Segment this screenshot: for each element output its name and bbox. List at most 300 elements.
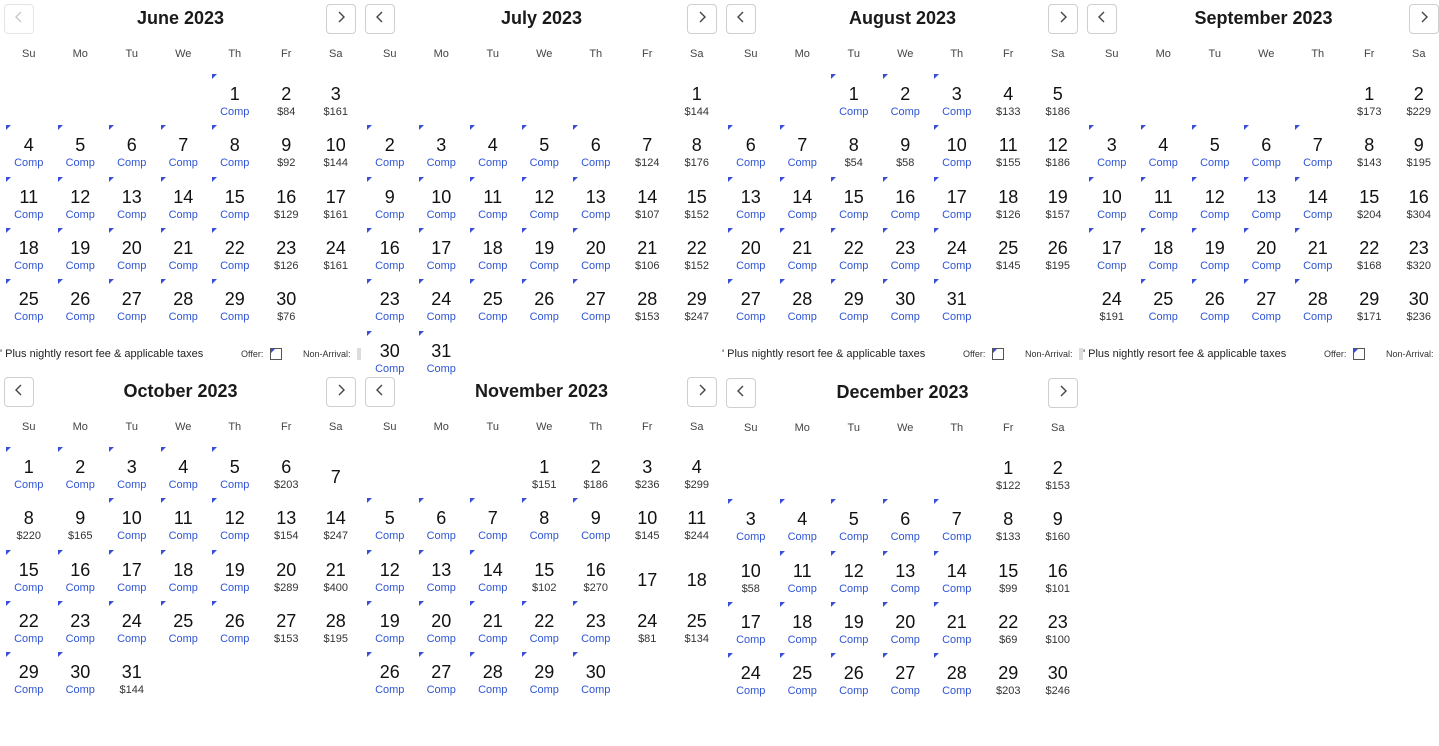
calendar-day[interactable] [671,496,723,547]
calendar-day[interactable] [983,600,1035,651]
day-number: 24 [325,237,346,258]
day-number: 26 [843,663,864,684]
day-number: 22 [998,611,1019,632]
day-price: $186 [1045,106,1070,118]
calendar-day[interactable] [828,600,880,651]
calendar-day[interactable] [1138,123,1190,174]
calendar-day[interactable] [570,445,622,496]
calendar-day[interactable] [1344,72,1396,123]
calendar-day[interactable] [1189,226,1241,277]
calendar-day[interactable] [931,600,983,651]
offer-marker-icon [470,177,475,182]
calendar-day[interactable] [671,175,723,226]
calendar-day[interactable] [671,72,723,123]
calendar-day[interactable] [55,548,107,599]
calendar-day[interactable] [261,445,313,496]
calendar-day[interactable] [261,72,313,123]
calendar-day[interactable] [106,599,158,650]
calendar-day[interactable] [467,226,519,277]
calendar-day[interactable] [1393,226,1439,277]
calendar-day[interactable] [519,650,571,701]
next-month-button[interactable] [687,4,717,34]
calendar-day[interactable] [828,123,880,174]
calendar-day[interactable] [158,226,210,277]
calendar-day[interactable] [55,496,107,547]
day-price: $320 [1406,259,1431,272]
day-number: 18 [1153,237,1174,258]
calendar-day[interactable] [1138,175,1190,226]
calendar-day[interactable] [3,548,55,599]
calendar-day[interactable] [725,497,777,548]
day-number: 29 [686,289,707,310]
calendar-day[interactable] [880,72,932,123]
calendar-day[interactable] [725,175,777,226]
calendar-day[interactable] [467,548,519,599]
calendar-day[interactable] [931,123,983,174]
day-price: Comp [117,157,147,170]
calendar-day[interactable] [1292,277,1344,328]
calendar-day[interactable] [106,226,158,277]
calendar-day[interactable] [519,599,571,650]
calendar-day[interactable] [777,549,829,600]
calendar-day[interactable] [777,123,829,174]
calendar-day[interactable] [209,72,261,123]
calendar-day[interactable] [1292,226,1344,277]
day-number: 17 [946,186,967,207]
calendar-day[interactable] [261,496,313,547]
calendar-day[interactable] [1032,175,1084,226]
calendar-day[interactable] [828,651,880,702]
day-price: Comp [1303,157,1333,170]
calendar-day[interactable] [1032,226,1084,277]
calendar-day[interactable] [416,277,468,328]
next-month-button[interactable] [687,377,717,407]
calendar-day[interactable] [880,600,932,651]
calendar-day[interactable] [828,226,880,277]
calendar-day[interactable] [983,446,1035,497]
offer-marker-icon [109,498,114,503]
day-number: 9 [900,135,911,156]
offer-marker-icon [934,551,939,556]
calendar-day[interactable] [983,549,1035,600]
day-price: $191 [1099,311,1124,324]
calendar-day[interactable] [158,548,210,599]
next-month-button[interactable] [1409,4,1439,34]
calendar-day[interactable] [55,650,107,701]
calendar-day[interactable] [725,226,777,277]
day-number: 13 [585,186,606,207]
calendar-day[interactable] [622,496,674,547]
weekday-label: Tu [847,422,860,434]
next-month-button[interactable] [326,377,356,407]
calendar-day[interactable] [1032,651,1084,702]
calendar-day[interactable] [777,651,829,702]
offer-marker-icon [470,652,475,657]
day-number: 12 [70,186,91,207]
day-price: Comp [839,685,869,698]
offer-marker-icon [109,125,114,130]
day-number: 15 [686,186,707,207]
offer-marker-icon [367,652,372,657]
calendar-day[interactable] [55,123,107,174]
calendar-day[interactable] [931,277,983,328]
day-number: 4 [1003,84,1014,104]
day-number: 29 [224,289,245,310]
day-price: $165 [68,530,93,543]
offer-marker-icon [58,601,63,606]
calendar-day[interactable] [1032,497,1084,548]
calendar-day[interactable] [1292,175,1344,226]
calendar-day[interactable] [570,496,622,547]
calendar-day[interactable] [1344,175,1396,226]
calendar-day[interactable] [261,226,313,277]
calendar-day[interactable] [570,123,622,174]
calendar-day[interactable] [519,277,571,328]
calendar-day[interactable] [209,277,261,328]
weekday-header [0,48,361,62]
calendar-day[interactable] [364,175,416,226]
calendar-day[interactable] [158,277,210,328]
calendar-day[interactable] [725,600,777,651]
day-number: 13 [895,560,916,581]
calendar-day[interactable] [725,277,777,328]
offer-marker-icon [58,177,63,182]
calendar-day[interactable] [1032,72,1084,123]
calendar-day[interactable] [671,445,723,496]
calendar-day[interactable] [55,175,107,226]
calendar-day[interactable] [671,599,723,650]
calendar-day[interactable] [1086,123,1138,174]
calendar-day[interactable] [364,599,416,650]
calendar-day[interactable] [1292,123,1344,174]
calendar-day[interactable] [671,277,723,328]
calendar-day[interactable] [519,548,571,599]
calendar-day[interactable] [828,277,880,328]
calendar-day[interactable] [519,226,571,277]
calendar-day[interactable] [828,175,880,226]
calendar-day[interactable] [622,548,674,599]
calendar-day[interactable] [1393,175,1439,226]
calendar-day[interactable] [622,123,674,174]
calendar-day[interactable] [310,123,362,174]
calendar-day[interactable] [55,277,107,328]
day-price: Comp [1097,259,1127,272]
day-number: 20 [1256,237,1277,258]
calendar-day[interactable] [570,548,622,599]
calendar-day[interactable] [467,496,519,547]
calendar-day[interactable] [261,548,313,599]
day-number: 19 [224,559,245,580]
day-number: 19 [843,611,864,632]
calendar-day[interactable] [55,599,107,650]
calendar-day[interactable] [467,650,519,701]
calendar-day[interactable] [364,650,416,701]
calendar-day[interactable] [209,548,261,599]
calendar-day[interactable] [364,329,416,380]
calendar-day[interactable] [1032,549,1084,600]
offer-marker-icon [522,601,527,606]
calendar-day[interactable] [880,549,932,600]
calendar-day[interactable] [777,175,829,226]
calendar-day[interactable] [570,599,622,650]
calendar-day[interactable] [1241,226,1293,277]
next-month-button[interactable] [1048,378,1078,408]
calendar-day[interactable] [880,277,932,328]
day-price: $144 [684,106,709,118]
calendar-day[interactable] [777,600,829,651]
calendar-day[interactable] [1241,123,1293,174]
calendar-day[interactable] [310,226,362,277]
calendar-day[interactable] [931,651,983,702]
calendar-day[interactable] [1393,72,1439,123]
calendar-day[interactable] [310,72,362,123]
day-number: 27 [431,662,452,683]
offer-marker-icon [419,279,424,284]
calendar-day[interactable] [3,123,55,174]
calendar-day[interactable] [931,72,983,123]
day-price: Comp [787,531,817,544]
day-price: $129 [274,208,299,221]
calendar-day[interactable] [3,175,55,226]
day-number: 21 [637,237,658,258]
calendar-day[interactable] [519,445,571,496]
day-number: 9 [590,508,601,529]
calendar-day[interactable] [209,226,261,277]
calendar-day[interactable] [519,496,571,547]
calendar-day[interactable] [1032,446,1084,497]
calendar-day[interactable] [467,277,519,328]
calendar-day[interactable] [1241,277,1293,328]
calendar-day[interactable] [519,123,571,174]
calendar-day[interactable] [106,650,158,701]
calendar-day[interactable] [1393,123,1439,174]
offer-marker-icon [6,279,11,284]
offer-marker-icon [161,498,166,503]
calendar-day[interactable] [416,175,468,226]
day-number: 14 [482,559,503,580]
day-number: 3 [745,509,756,530]
calendar-day[interactable] [777,497,829,548]
calendar-day[interactable] [1086,175,1138,226]
calendar-day[interactable] [1393,277,1439,328]
calendar-day[interactable] [364,226,416,277]
day-number: 6 [281,457,292,477]
resort-fee-note: ' Plus nightly resort fee & applicable taxes [722,348,926,360]
calendar-day[interactable] [828,72,880,123]
calendar-day[interactable] [364,123,416,174]
calendar-day[interactable] [416,599,468,650]
calendar-day[interactable] [55,226,107,277]
calendar-day[interactable] [3,226,55,277]
calendar-day[interactable] [931,175,983,226]
calendar-day[interactable] [106,548,158,599]
calendar-day[interactable] [880,497,932,548]
offer-marker-icon [6,550,11,555]
calendar-day[interactable] [261,123,313,174]
calendar-day[interactable] [261,175,313,226]
calendar-day[interactable] [671,548,723,599]
calendar-day[interactable] [209,445,261,496]
day-price: Comp [426,530,456,543]
day-price: Comp [65,259,95,272]
calendar-day[interactable] [1344,277,1396,328]
calendar-day[interactable] [106,496,158,547]
calendar-day[interactable] [209,496,261,547]
calendar-day[interactable] [983,175,1035,226]
calendar-day[interactable] [416,650,468,701]
calendar-day[interactable] [622,445,674,496]
calendar-day[interactable] [570,650,622,701]
calendar-day[interactable] [570,175,622,226]
next-month-button[interactable] [326,4,356,34]
day-number: 21 [1307,237,1328,258]
month-calendar [722,374,1083,746]
calendar-day[interactable] [671,226,723,277]
calendar-day[interactable] [983,497,1035,548]
next-month-button[interactable] [1048,4,1078,34]
calendar-day[interactable] [828,497,880,548]
day-number: 17 [431,237,452,258]
calendar-day[interactable] [880,175,932,226]
offer-marker-icon [573,228,578,233]
calendar-day[interactable] [1032,123,1084,174]
calendar-day[interactable] [622,175,674,226]
calendar-day[interactable] [416,548,468,599]
calendar-day[interactable] [310,445,362,496]
calendar-day[interactable] [158,175,210,226]
calendar-day[interactable] [622,599,674,650]
calendar-day[interactable] [209,175,261,226]
offer-marker-icon [831,602,836,607]
calendar-day[interactable] [261,277,313,328]
calendar-day[interactable] [416,329,468,380]
day-number: 13 [1256,186,1277,207]
day-price: $126 [996,208,1021,221]
calendar-day[interactable] [1086,277,1138,328]
calendar-day[interactable] [880,226,932,277]
calendar-day[interactable] [671,123,723,174]
calendar-day[interactable] [777,277,829,328]
calendar-day[interactable] [106,445,158,496]
calendar-day[interactable] [570,226,622,277]
calendar-day[interactable] [725,651,777,702]
calendar-day[interactable] [3,496,55,547]
calendar-day[interactable] [158,123,210,174]
calendar-day[interactable] [1032,600,1084,651]
day-number: 25 [1153,289,1174,310]
calendar-day[interactable] [416,496,468,547]
calendar-day[interactable] [467,599,519,650]
day-price: Comp [478,530,508,543]
day-number: 10 [946,135,967,156]
weekday-label: Mo [794,48,810,60]
calendar-day[interactable] [725,123,777,174]
calendar-day[interactable] [364,548,416,599]
calendar-day[interactable] [106,123,158,174]
chevron-right-icon [335,383,347,401]
calendar-day[interactable] [158,496,210,547]
calendar-day[interactable] [310,548,362,599]
calendar-day[interactable] [931,226,983,277]
calendar-day[interactable] [158,445,210,496]
day-price: Comp [1200,311,1230,324]
calendar-day[interactable] [55,445,107,496]
offer-marker-icon [161,279,166,284]
calendar-day[interactable] [570,277,622,328]
calendar-day[interactable] [1189,123,1241,174]
calendar-day[interactable] [931,497,983,548]
calendar-day[interactable] [725,549,777,600]
calendar-day[interactable] [519,175,571,226]
day-number: 20 [121,237,142,258]
offer-marker-icon [161,125,166,130]
calendar-day[interactable] [209,123,261,174]
calendar-day[interactable] [880,123,932,174]
calendar-day[interactable] [310,599,362,650]
calendar-day[interactable] [1086,226,1138,277]
day-number: 10 [637,508,658,529]
day-number: 10 [740,560,761,581]
calendar-day[interactable] [416,123,468,174]
calendar-day[interactable] [983,123,1035,174]
calendar-day[interactable] [1344,226,1396,277]
calendar-day[interactable] [777,226,829,277]
calendar-day[interactable] [1241,175,1293,226]
calendar-day[interactable] [828,549,880,600]
day-number: 15 [534,559,555,580]
calendar-day[interactable] [1344,123,1396,174]
calendar-day[interactable] [467,123,519,174]
calendar-day[interactable] [364,277,416,328]
calendar-day[interactable] [416,226,468,277]
calendar-day[interactable] [3,277,55,328]
calendar-day[interactable] [1189,277,1241,328]
calendar-day[interactable] [622,277,674,328]
calendar-day[interactable] [1189,175,1241,226]
offer-marker-icon [728,279,733,284]
offer-marker-icon [1192,279,1197,284]
offer-marker-icon [212,125,217,130]
calendar-day[interactable] [3,599,55,650]
offer-marker-icon [780,177,785,182]
calendar-day[interactable] [931,549,983,600]
offer-marker-icon [161,228,166,233]
calendar-day[interactable] [1138,277,1190,328]
calendar-day[interactable] [880,651,932,702]
calendar-day[interactable] [467,175,519,226]
calendar-day[interactable] [983,72,1035,123]
day-number: 21 [325,559,346,580]
calendar-day[interactable] [622,226,674,277]
calendar-day[interactable] [209,599,261,650]
calendar-day[interactable] [1138,226,1190,277]
day-price: Comp [736,259,766,272]
calendar-day[interactable] [261,599,313,650]
calendar-day[interactable] [364,496,416,547]
calendar-day[interactable] [3,650,55,701]
calendar-day[interactable] [983,651,1035,702]
calendar-day[interactable] [158,599,210,650]
calendar-day[interactable] [310,175,362,226]
day-number: 4 [487,135,498,156]
offer-marker-icon [883,279,888,284]
calendar-day[interactable] [106,175,158,226]
calendar-day[interactable] [310,496,362,547]
calendar-day[interactable] [3,445,55,496]
day-number: 11 [687,508,707,529]
calendar-day[interactable] [106,277,158,328]
calendar-day[interactable] [983,226,1035,277]
